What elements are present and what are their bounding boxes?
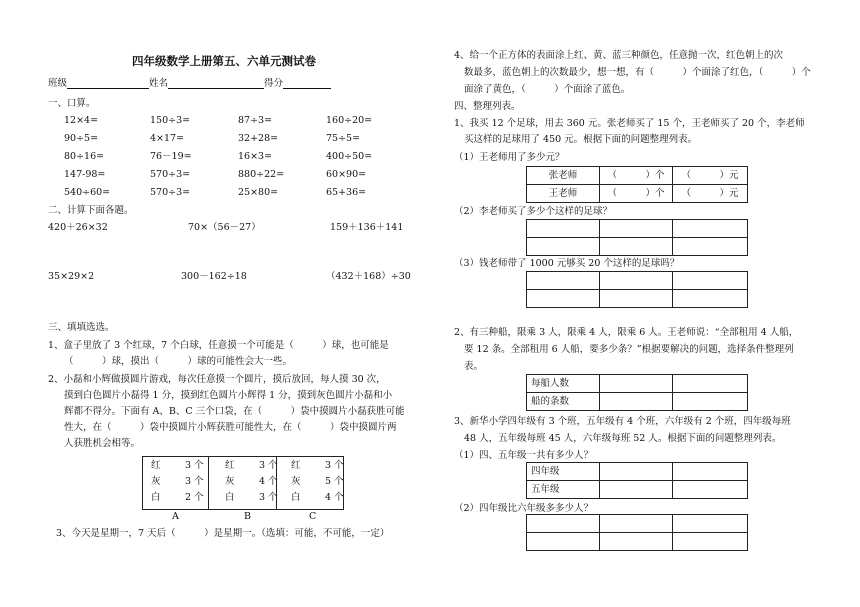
question-text: 表。 bbox=[464, 361, 484, 372]
section-heading-mental-math: 一、口算。 bbox=[48, 98, 96, 109]
bag-label-c: C bbox=[309, 511, 317, 522]
mental-math-problem: 570÷3= bbox=[150, 169, 191, 180]
bag-color: 红 bbox=[291, 460, 301, 471]
table-cell[interactable] bbox=[673, 375, 748, 393]
question-text: 3、今天是星期一，7 天后（ ）是星期一。（选填：可能，不可能，一定） bbox=[56, 528, 390, 539]
blank-table-2 bbox=[526, 219, 748, 256]
mental-math-problem: 60×90= bbox=[326, 169, 367, 180]
table-cell[interactable] bbox=[673, 272, 748, 290]
table-cell: 每船人数 bbox=[527, 375, 600, 393]
mental-math-problem: 4×17= bbox=[150, 133, 185, 144]
table-cell[interactable] bbox=[673, 463, 748, 481]
mental-math-problem: 25×80= bbox=[238, 187, 279, 198]
table-cell: 五年级 bbox=[527, 481, 600, 499]
mental-math-problem: 80÷16= bbox=[64, 151, 105, 162]
mental-math-problem: 147-98= bbox=[64, 169, 106, 180]
blank-table-6 bbox=[526, 514, 748, 551]
bag-color: 白 bbox=[291, 492, 301, 503]
bag-count: 3 个 bbox=[185, 476, 204, 487]
calc-problem: （432＋168）÷30 bbox=[326, 271, 411, 282]
name-field[interactable] bbox=[168, 78, 264, 89]
bag-divider bbox=[208, 457, 209, 509]
question-text: 1、我买 12 个足球，用去 360 元。张老师买了 15 个，王老师买了 20 个，李老师 bbox=[454, 118, 805, 129]
table-cell[interactable]: （ ）元 bbox=[673, 185, 748, 203]
question-text: 3、新华小学四年级有 3 个班，五年级有 4 个班，六年级有 2 个班，四年级每班 bbox=[454, 416, 791, 427]
table-cell[interactable] bbox=[600, 515, 673, 533]
mental-math-problem: 400÷50= bbox=[326, 151, 373, 162]
question-text: 2、小磊和小辉做摸圆片游戏，每次任意摸一个圆片，摸后放回，每人摸 30 次， bbox=[48, 374, 386, 385]
question-text: 48 人，五年级每班 45 人，六年级每班 52 人。根据下面的问题整理列表。 bbox=[464, 433, 782, 444]
table-cell[interactable] bbox=[527, 515, 600, 533]
boat-table bbox=[526, 374, 748, 411]
bag-color: 灰 bbox=[225, 476, 235, 487]
bag-color: 灰 bbox=[291, 476, 301, 487]
bag-count: 4 个 bbox=[259, 476, 278, 487]
bag-color: 红 bbox=[151, 460, 161, 471]
table-cell[interactable] bbox=[600, 220, 673, 238]
class-field[interactable] bbox=[67, 78, 149, 89]
question-text: 性大，在（ ）袋中摸圆片小辉获胜可能性大，在（ ）袋中摸圆片两 bbox=[64, 422, 397, 433]
question-text: 2、有三种船，限乘 3 人，限乘 4 人，限乘 6 人。王老师说：“全部租用 4 人船， bbox=[454, 327, 799, 338]
table-cell[interactable] bbox=[527, 238, 600, 256]
bag-label-b: B bbox=[244, 511, 251, 522]
mental-math-problem: 87÷3= bbox=[238, 115, 273, 126]
table-row bbox=[527, 515, 748, 533]
table-cell[interactable] bbox=[673, 290, 748, 308]
mental-math-problem: 16×3= bbox=[238, 151, 273, 162]
question-text: （ ）球，摸出（ ）球的可能性会大一些。 bbox=[64, 356, 293, 367]
bags-table bbox=[142, 456, 344, 510]
bag-color: 灰 bbox=[151, 476, 161, 487]
table-row bbox=[527, 533, 748, 551]
question-text: （2）李老师买了多少个这样的足球？ bbox=[454, 206, 613, 217]
name-label: 姓名 bbox=[149, 78, 169, 89]
mental-math-problem: 90÷5= bbox=[64, 133, 99, 144]
question-text: （1）王老师用了多少元？ bbox=[454, 152, 565, 163]
mental-math-problem: 12×4= bbox=[64, 115, 99, 126]
mental-math-problem: 75÷5= bbox=[326, 133, 361, 144]
blank-table-3 bbox=[526, 271, 748, 308]
calc-problem: 159＋136＋141 bbox=[330, 222, 404, 233]
table-cell[interactable] bbox=[600, 393, 673, 411]
table-row bbox=[527, 185, 748, 203]
table-cell[interactable] bbox=[527, 533, 600, 551]
table-cell[interactable] bbox=[527, 290, 600, 308]
mental-math-problem: 540÷60= bbox=[64, 187, 111, 198]
mental-math-problem: 570÷3= bbox=[150, 187, 191, 198]
grade-table bbox=[526, 462, 748, 499]
question-text: 买这样的足球用了 450 元。根据下面的问题整理列表。 bbox=[464, 134, 698, 145]
question-text: （2）四年级比六年级多多少人？ bbox=[454, 503, 594, 514]
section-heading-fill-choose: 三、填填选选。 bbox=[48, 322, 115, 333]
table-cell[interactable] bbox=[673, 481, 748, 499]
table-row bbox=[527, 481, 748, 499]
table-cell[interactable] bbox=[673, 515, 748, 533]
section-heading-tables: 四、整理列表。 bbox=[454, 101, 521, 112]
table-cell[interactable] bbox=[600, 375, 673, 393]
bag-label-a: A bbox=[172, 511, 179, 522]
score-field[interactable] bbox=[283, 78, 331, 89]
table-cell[interactable] bbox=[673, 238, 748, 256]
class-label: 班级 bbox=[48, 78, 68, 89]
bag-count: 4 个 bbox=[325, 492, 344, 503]
question-text: 摸到白色圆片小磊得 1 分，摸到红色圆片小辉得 1 分，摸到灰色圆片小磊和小 bbox=[64, 390, 393, 401]
bag-count: 3 个 bbox=[325, 460, 344, 471]
page-title: 四年级数学上册第五、六单元测试卷 bbox=[132, 54, 316, 68]
table-row bbox=[527, 167, 748, 185]
table-cell[interactable] bbox=[527, 272, 600, 290]
table-row bbox=[527, 463, 748, 481]
table-row bbox=[527, 375, 748, 393]
mental-math-problem: 880÷22= bbox=[238, 169, 285, 180]
table-row bbox=[527, 238, 748, 256]
bag-color: 白 bbox=[225, 492, 235, 503]
table-row bbox=[527, 272, 748, 290]
bag-color: 白 bbox=[151, 492, 161, 503]
table-cell[interactable] bbox=[673, 533, 748, 551]
question-text: 面涂了黄色，（ ）个面涂了蓝色。 bbox=[464, 84, 631, 95]
table-cell: 船的条数 bbox=[527, 393, 600, 411]
table-cell[interactable]: （ ）元 bbox=[673, 167, 748, 185]
table-cell: 张老师 bbox=[527, 167, 600, 185]
table-cell[interactable]: （ ）个 bbox=[600, 185, 673, 203]
table-cell[interactable] bbox=[600, 463, 673, 481]
table-cell[interactable] bbox=[600, 290, 673, 308]
score-label: 得分 bbox=[264, 78, 284, 89]
mental-math-problem: 150÷3= bbox=[150, 115, 191, 126]
calc-problem: 420＋26×32 bbox=[48, 222, 108, 233]
calc-problem: 300－162÷18 bbox=[181, 271, 247, 282]
mental-math-problem: 65+36= bbox=[326, 187, 367, 198]
calc-problem: 70×（56－27） bbox=[188, 222, 261, 233]
mental-math-problem: 160÷20= bbox=[326, 115, 373, 126]
bag-count: 2 个 bbox=[185, 492, 204, 503]
mental-math-problem: 32+28= bbox=[238, 133, 279, 144]
bag-count: 5 个 bbox=[325, 476, 344, 487]
mental-math-problem: 76－19= bbox=[150, 151, 192, 162]
question-text: 要 12 条。全部租用 6 人船，要多少条？”根据要解决的问题，选择条件整理列 bbox=[464, 344, 794, 355]
table-cell[interactable] bbox=[600, 481, 673, 499]
calc-problem: 35×29×2 bbox=[48, 271, 95, 282]
table-cell[interactable] bbox=[600, 533, 673, 551]
table-row bbox=[527, 220, 748, 238]
question-text: 数最多，蓝色朝上的次数最少，想一想，有（ ）个面涂了红色，（ ）个 bbox=[464, 67, 811, 78]
table-cell[interactable] bbox=[600, 238, 673, 256]
student-info-line bbox=[48, 78, 331, 89]
bag-color: 红 bbox=[225, 460, 235, 471]
question-text: （1）四、五年级一共有多少人？ bbox=[454, 450, 594, 461]
table-cell: 四年级 bbox=[527, 463, 600, 481]
question-text: 1、盒子里放了 3 个红球，7 个白球，任意摸一个可能是（ ）球，也可能是 bbox=[48, 340, 389, 351]
teacher-table bbox=[526, 166, 748, 203]
section-heading-calculation: 二、计算下面各题。 bbox=[48, 205, 134, 216]
table-cell[interactable] bbox=[673, 393, 748, 411]
question-text: 辉都不得分。下面有 A、B、C 三个口袋，在（ ）袋中摸圆片小磊获胜可能 bbox=[64, 406, 405, 417]
table-row bbox=[527, 393, 748, 411]
table-cell[interactable] bbox=[673, 220, 748, 238]
table-cell[interactable]: （ ）个 bbox=[600, 167, 673, 185]
table-cell[interactable] bbox=[527, 220, 600, 238]
table-cell[interactable] bbox=[600, 272, 673, 290]
bag-count: 3 个 bbox=[259, 492, 278, 503]
question-text: 4、给一个正方体的表面涂上红、黄、蓝三种颜色，任意抛一次，红色朝上的次 bbox=[454, 50, 784, 61]
question-text: 人获胜机会相等。 bbox=[64, 438, 141, 449]
table-cell: 王老师 bbox=[527, 185, 600, 203]
table-row bbox=[527, 290, 748, 308]
bag-count: 3 个 bbox=[185, 460, 204, 471]
bag-count: 3 个 bbox=[259, 460, 278, 471]
question-text: （3）钱老师带了 1000 元够买 20 个这样的足球吗？ bbox=[454, 258, 680, 269]
